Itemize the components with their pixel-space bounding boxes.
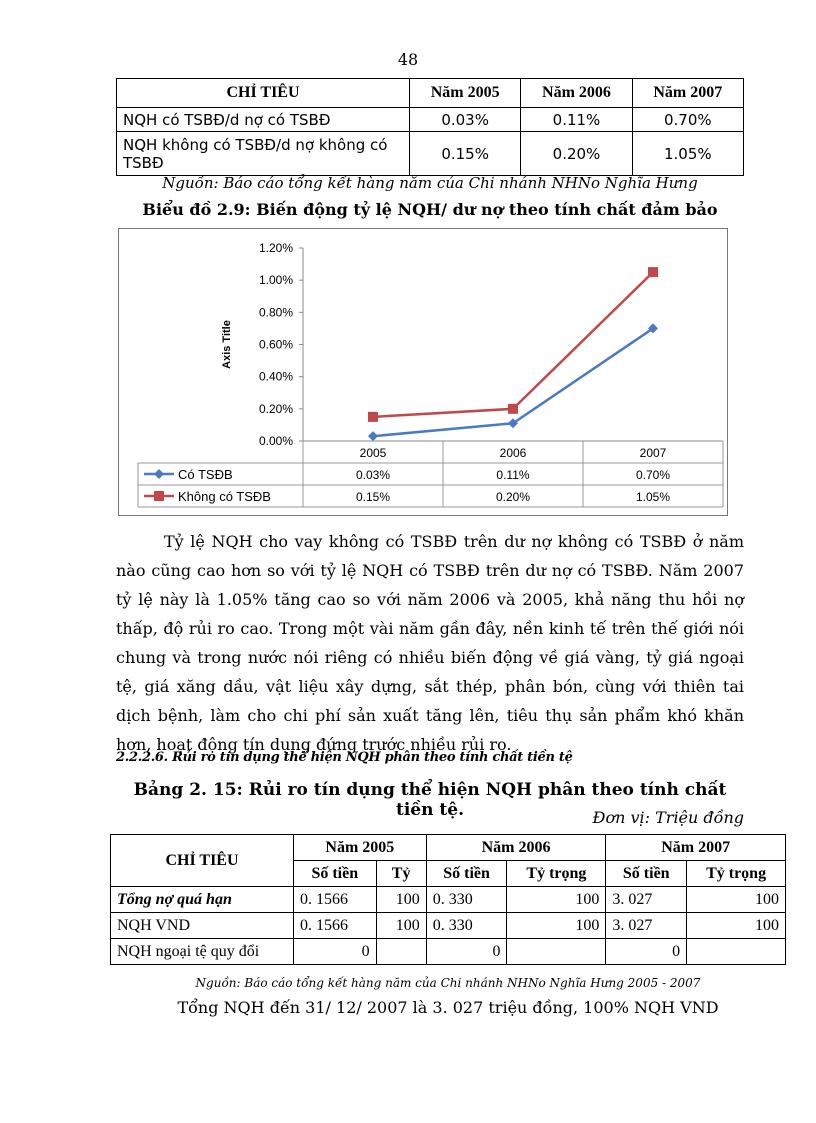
x-tick-label: 2007 <box>639 446 667 460</box>
y-tick-label: 0.40% <box>258 369 293 384</box>
table-currency-bad-debt <box>110 834 786 965</box>
table-row <box>117 132 744 176</box>
table-cell: 0. 330 <box>426 913 507 939</box>
row-label: Tổng nợ quá hạn <box>111 887 294 913</box>
table-source-note: Nguồn: Báo cáo tổng kết hàng năm của Chi nhánh NHNo Nghĩa Hưng 2005 - 2007 <box>195 976 701 990</box>
year-header: Năm 2006 <box>426 835 606 861</box>
subheader-cell: Tỷ trọng <box>687 861 786 887</box>
subheader-cell: Tỷ trọng <box>507 861 606 887</box>
table-cell: 0.03% <box>410 108 521 132</box>
y-axis-title: Axis Title <box>221 320 233 369</box>
legend-label: Có TSĐB <box>178 467 233 482</box>
table-cell: 0 <box>294 939 377 965</box>
row-label: NQH ngoại tệ quy đổi <box>111 939 294 965</box>
line-chart <box>118 228 728 516</box>
table-cell: 0 <box>606 939 687 965</box>
y-tick-label: 1.00% <box>258 273 293 288</box>
table-cell: 0.11% <box>521 108 632 132</box>
table-title: Bảng 2. 15: Rủi ro tín dụng thể hiện NQH phân theo tính chất tiền tệ. <box>133 780 727 820</box>
table-cell: 100 <box>507 913 606 939</box>
subheader-cell: Tỷ <box>376 861 426 887</box>
table-cell <box>376 939 426 965</box>
page-number: 48 <box>397 50 419 69</box>
data-label: 0.11% <box>496 468 530 482</box>
table-cell: 0. 1566 <box>294 887 377 913</box>
table-header-cell: CHỈ TIÊU <box>117 79 410 108</box>
table-cell: 0.70% <box>632 108 743 132</box>
y-tick-label: 0.80% <box>258 305 293 320</box>
data-label: 0.20% <box>495 490 531 504</box>
table-cell: 100 <box>376 887 426 913</box>
table-cell: 100 <box>507 887 606 913</box>
table-row <box>111 913 786 939</box>
chart-title: Biểu đồ 2.9: Biến động tỷ lệ NQH/ dư nợ theo tính chất đảm bảo <box>142 200 718 219</box>
table-source-note: Nguồn: Báo cáo tổng kết hàng năm của Chi nhánh NHNo Nghĩa Hưng <box>162 174 698 192</box>
unit-label: Đơn vị: Triệu đồng <box>592 808 744 827</box>
y-tick-label: 0.20% <box>258 401 293 416</box>
data-point-marker <box>368 412 378 422</box>
table-cell: 0.20% <box>521 132 632 176</box>
table-header-cell: CHỈ TIÊU <box>111 835 294 887</box>
table-header-cell: Năm 2005 <box>410 79 521 108</box>
table-cell: 3. 027 <box>606 913 687 939</box>
data-label: 0.15% <box>355 490 391 504</box>
y-tick-label: 0.00% <box>258 434 293 448</box>
y-tick-label: 1.20% <box>258 241 293 255</box>
table-cell: 100 <box>687 887 786 913</box>
subheader-cell: Số tiền <box>426 861 507 887</box>
table-cell <box>507 939 606 965</box>
year-header: Năm 2007 <box>606 835 786 861</box>
body-paragraph <box>116 527 744 759</box>
paragraph-text: Tỷ lệ NQH cho vay không có TSBĐ trên dư nợ không có TSBĐ ở năm nào cũng cao hơn so với tỷ lệ NQH có TSBĐ trên dư nợ có TSBĐ. Năm 2007 tỷ lệ này là 1.05% tăng cao so với năm 2006 và 2005, khả năng thu hồi nợ thấp, độ rủi ro cao. Trong một vài năm gần đây, nền kinh tế trên thế giới nói chung và trong nước nói riêng có nhiều biến động về giá vàng, tỷ giá ngoại tệ, giá xăng dầu, vật liệu xây dựng, sắt thép, phân bón, cùng với thiên tai dịch bệnh, làm cho chi phí sản xuất tăng lên, tiêu thụ sản phẩm khó khăn hơn, hoạt động tín dụng đứng trước nhiều rủi ro. <box>116 532 744 754</box>
data-label: 0.70% <box>635 468 671 482</box>
table-cell: 100 <box>376 913 426 939</box>
table-cell: 0.15% <box>410 132 521 176</box>
row-label: NQH có TSBĐ/d nợ có TSBĐ <box>117 108 410 132</box>
row-label: NQH không có TSBĐ/d nợ không có TSBĐ <box>117 132 410 176</box>
data-point-marker <box>648 267 658 277</box>
data-point-marker <box>508 404 518 414</box>
legend-key-marker <box>154 491 164 501</box>
x-tick-label: 2005 <box>359 446 387 460</box>
table-row <box>111 939 786 965</box>
table-cell <box>687 939 786 965</box>
legend-label: Không có TSĐB <box>178 489 271 504</box>
table-cell: 100 <box>687 913 786 939</box>
x-tick-label: 2006 <box>499 446 527 460</box>
year-header: Năm 2005 <box>294 835 427 861</box>
row-label: NQH VND <box>111 913 294 939</box>
table-cell: 0. 1566 <box>294 913 377 939</box>
table-cell: 1.05% <box>632 132 743 176</box>
table-cell: 3. 027 <box>606 887 687 913</box>
closing-sentence: Tổng NQH đến 31/ 12/ 2007 là 3. 027 triệu đồng, 100% NQH VND <box>177 998 719 1017</box>
subheader-cell: Số tiền <box>294 861 377 887</box>
subsection-heading: 2.2.2.6. Rủi ro tín dụng thể hiện NQH phân theo tính chất tiền tệ <box>116 750 573 765</box>
table-row <box>111 887 786 913</box>
table-bad-debt-ratio <box>116 78 744 176</box>
table-cell: 0. 330 <box>426 887 507 913</box>
table-row <box>117 108 744 132</box>
data-label: 0.03% <box>355 468 391 482</box>
table-cell: 0 <box>426 939 507 965</box>
y-tick-label: 0.60% <box>258 337 293 352</box>
data-label: 1.05% <box>635 490 671 504</box>
table-header-cell: Năm 2006 <box>521 79 632 108</box>
subheader-cell: Số tiền <box>606 861 687 887</box>
table-header-cell: Năm 2007 <box>632 79 743 108</box>
